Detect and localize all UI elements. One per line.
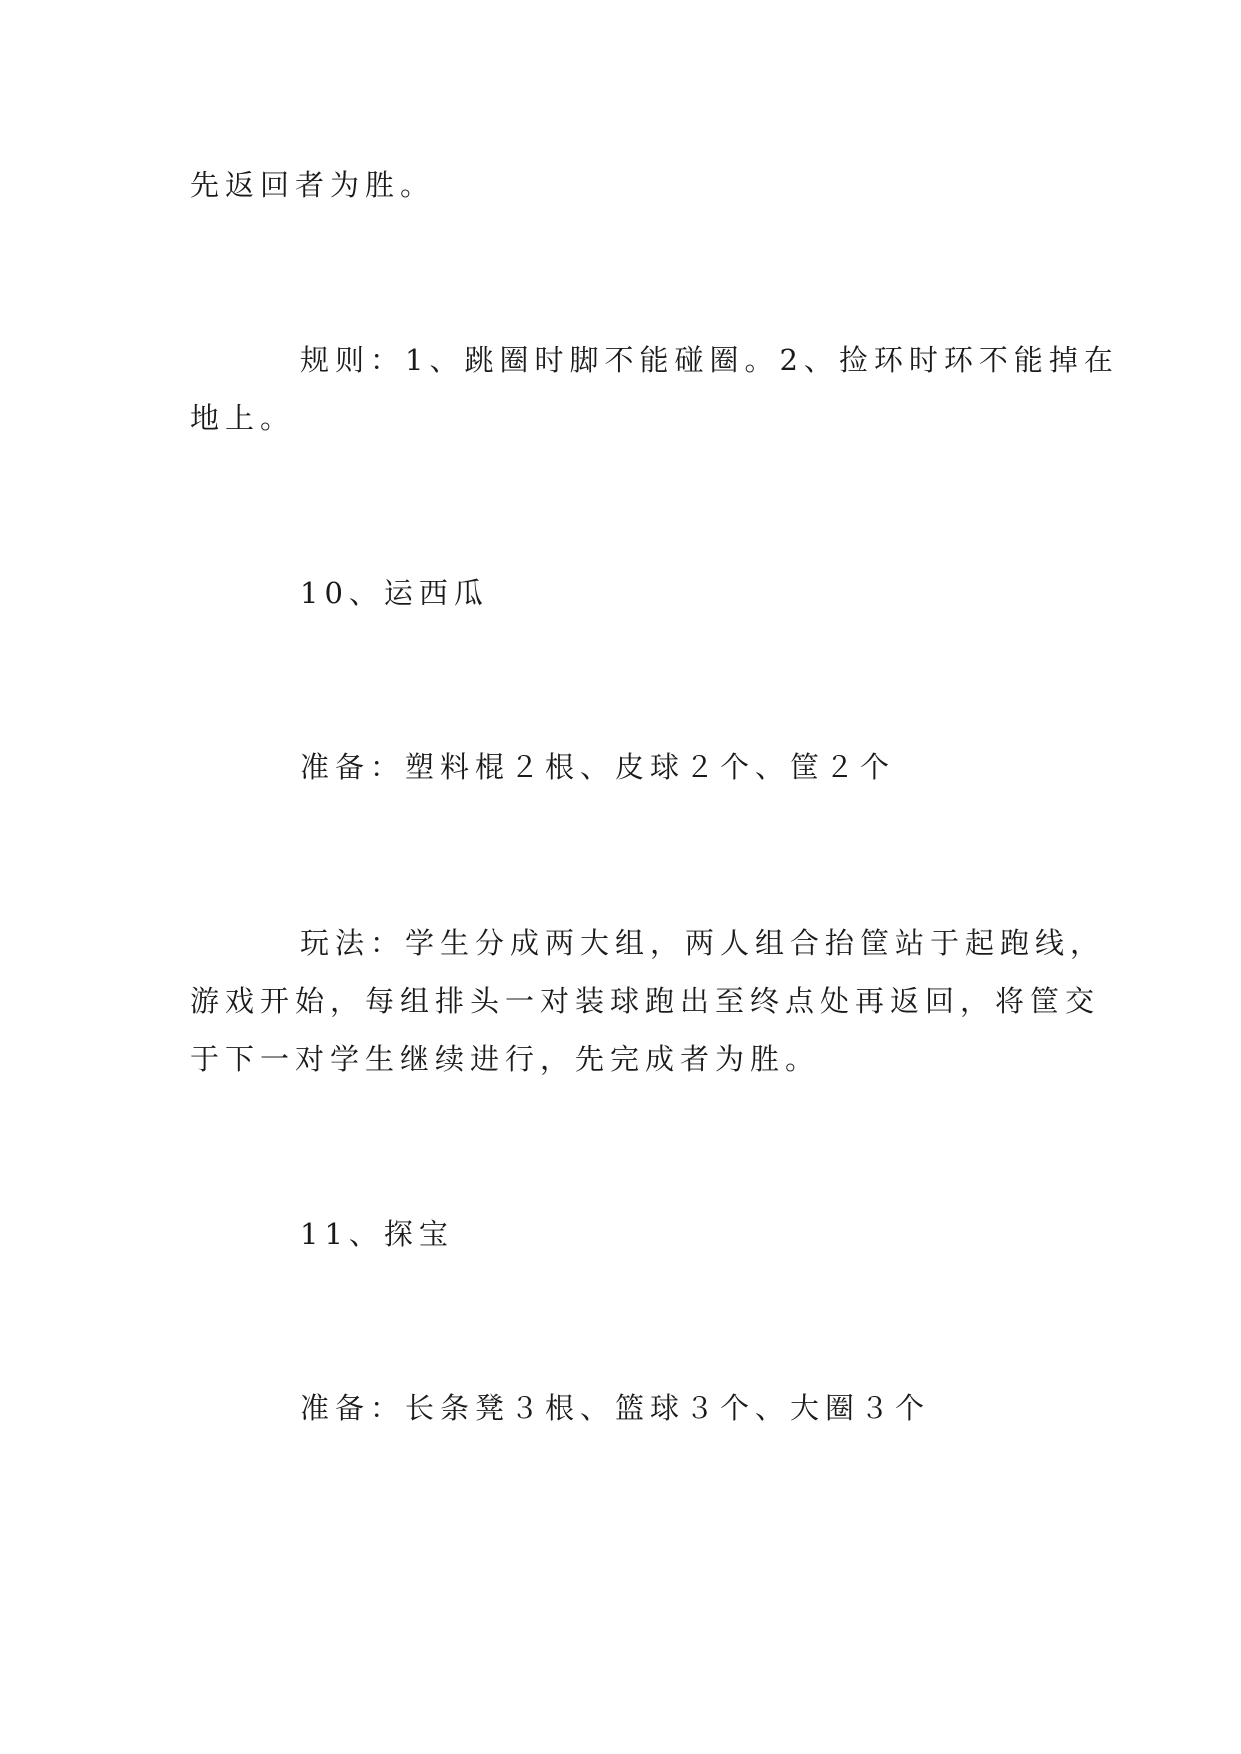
gameplay-line-2: 游戏开始，每组排头一对装球跑出至终点处再返回，将筐交 [190, 984, 1101, 1018]
gameplay-line-3: 于下一对学生继续进行，先完成者为胜。 [190, 1042, 821, 1076]
preparation-line-10: 准备：塑料棍２根、皮球２个、筐２个 [300, 750, 896, 784]
gameplay-line-1: 玩法：学生分成两大组，两人组合抬筐站于起跑线， [300, 926, 1106, 960]
rules-line-2: 地上。 [190, 401, 296, 435]
section-heading-11: 11、探宝 [300, 1217, 454, 1251]
preparation-line-11: 准备：长条凳３根、篮球３个、大圈３个 [300, 1391, 931, 1425]
section-heading-10: 10、运西瓜 [300, 576, 489, 610]
paragraph-line-1: 先返回者为胜。 [190, 168, 436, 202]
rules-line-1: 规则：1、跳圈时脚不能碰圈。2、捡环时环不能掉在 [300, 343, 1119, 377]
